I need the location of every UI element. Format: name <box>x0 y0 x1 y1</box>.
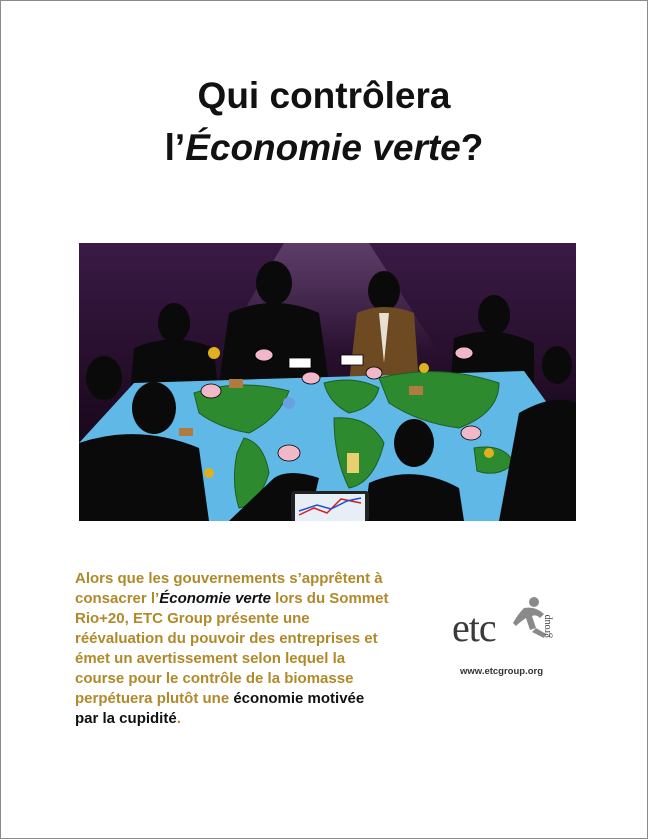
blurb-line: course pour le contrôle de la biomasse <box>75 670 354 687</box>
blurb-line: Alors que les gouvernements s’apprêtent à <box>75 570 383 587</box>
logo-url: www.etcgroup.org <box>460 666 544 677</box>
cover-blurb <box>75 569 425 729</box>
blurb-line: consacrer l’Économie verte lors du Sommet <box>75 590 389 607</box>
etc-group-logo <box>452 594 562 684</box>
title-line-2: l’Économie verte? <box>164 127 484 168</box>
page-title <box>0 70 648 174</box>
blurb-emphasis: Économie verte <box>159 590 271 607</box>
cover-illustration <box>79 243 576 521</box>
title-emphasis: Économie verte <box>185 127 461 168</box>
blurb-line: émet un avertissement selon lequel la <box>75 650 346 667</box>
title-line-1: Qui contrôlera <box>197 75 451 116</box>
blurb-line: par la cupidité. <box>75 710 181 727</box>
logo-group-text: group <box>542 614 553 638</box>
boardroom-world-map-illustration <box>79 243 576 521</box>
blurb-line: Rio+20, ETC Group présente une <box>75 610 310 627</box>
blurb-line: réévaluation du pouvoir des entreprises et <box>75 630 378 647</box>
logo-wordmark: etc <box>452 605 496 650</box>
blurb-line: perpétuera plutôt une économie motivée <box>75 690 365 707</box>
